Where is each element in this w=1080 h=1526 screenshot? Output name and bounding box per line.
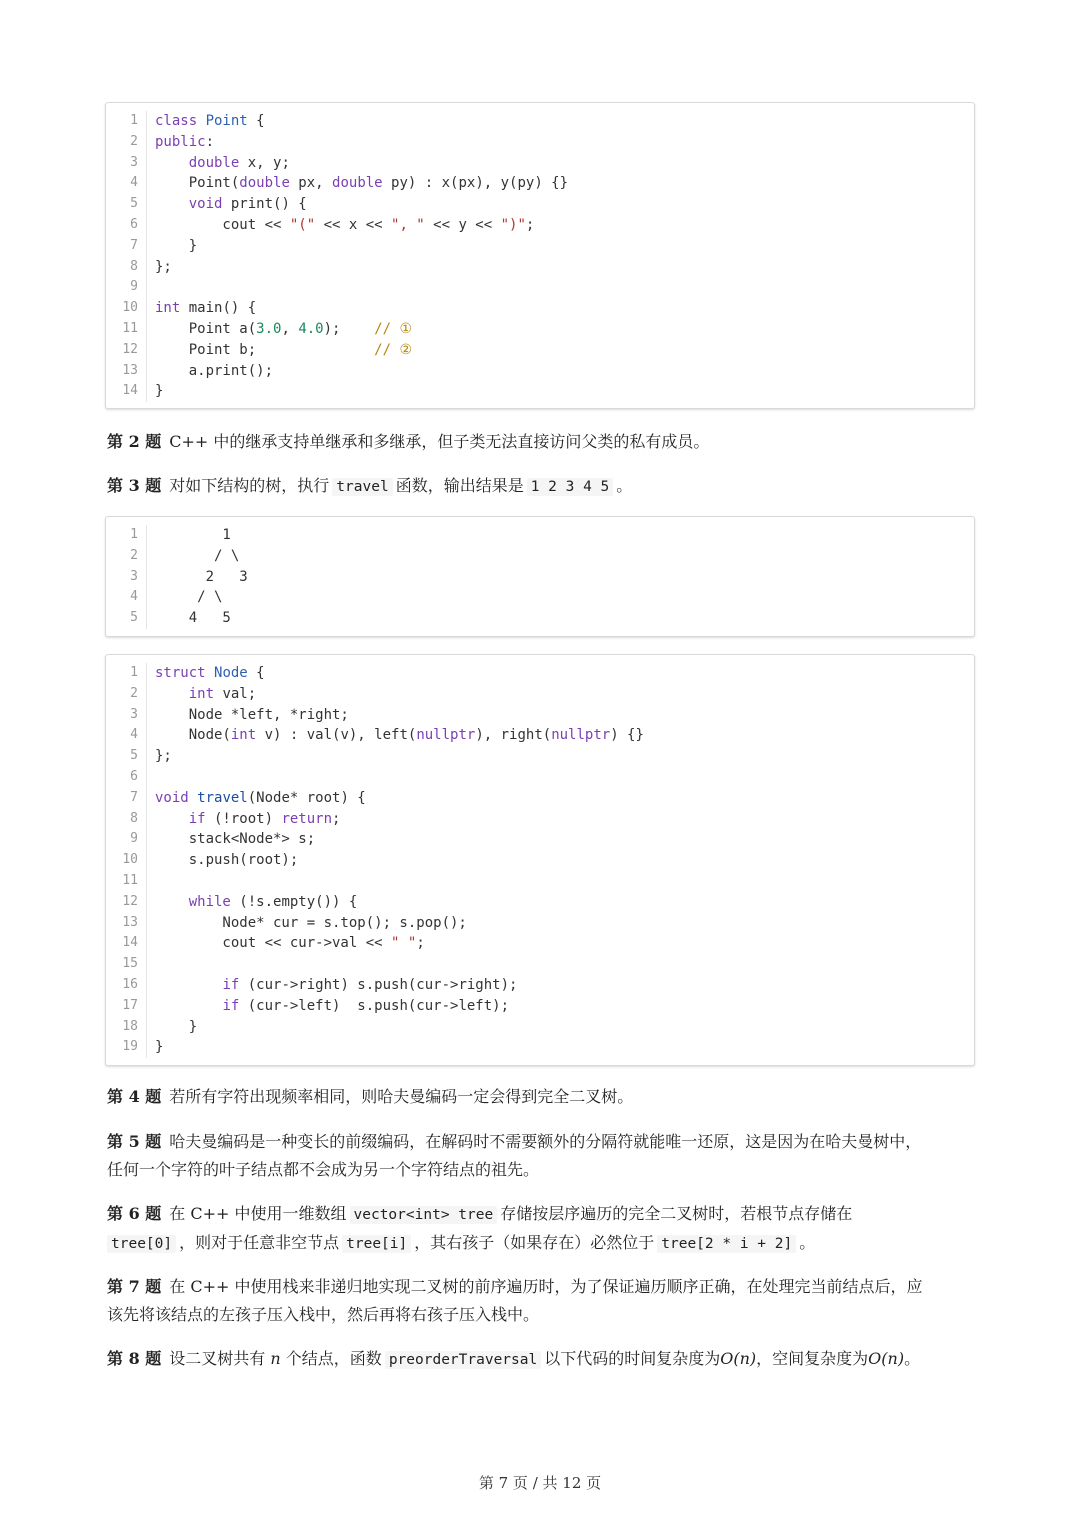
line-number: 7 [106, 236, 147, 257]
code-block-tree [105, 516, 975, 637]
line-number: 19 [106, 1037, 147, 1058]
math-space-complexity: O(n) [868, 1349, 905, 1368]
code-text: cout << "(" << x << ", " << y << ")"; [155, 216, 535, 233]
code-text [147, 954, 974, 975]
inline-code: travel [332, 478, 392, 496]
code-text: }; [155, 748, 172, 765]
inline-code: tree[0] [107, 1235, 176, 1253]
code-line [106, 567, 974, 588]
line-number: 1 [106, 663, 147, 684]
question-text: 在 C++ 中使用一维数组 [169, 1204, 347, 1223]
code-text: class Point { [155, 113, 265, 129]
code-line [106, 746, 974, 767]
line-number: 4 [106, 587, 147, 608]
line-number: 15 [106, 954, 147, 975]
question-text: 该先将该结点的左孩子压入栈中，然后再将右孩子压入栈中。 [107, 1305, 540, 1324]
code-text: int val; [188, 685, 257, 702]
inline-code: 1 2 3 4 5 [527, 478, 614, 496]
question-text: 函数，输出结果是 [395, 476, 524, 495]
line-number: 6 [106, 767, 147, 788]
code-line [106, 871, 974, 892]
line-number: 11 [106, 871, 147, 892]
line-number: 4 [106, 725, 147, 746]
code-line [106, 892, 974, 913]
code-text: Node* cur = s.top(); s.pop(); [155, 914, 467, 931]
code-line [106, 975, 974, 996]
code-text: void print() { [188, 196, 307, 213]
line-number: 12 [106, 340, 147, 361]
question-label: 第 7 题 [107, 1277, 162, 1296]
question-3 [107, 472, 967, 501]
question-text: 设二叉树共有 [169, 1349, 266, 1368]
line-number: 6 [106, 215, 147, 236]
question-text: 个结点，函数 [285, 1349, 382, 1368]
inline-code: tree[i] [342, 1235, 411, 1253]
code-text: / \ [155, 589, 223, 606]
code-line [106, 298, 974, 319]
code-line [106, 767, 974, 788]
question-text: 以下代码的时间复杂度为 [544, 1349, 721, 1368]
code-text: 2 3 [155, 568, 248, 585]
question-label: 第 8 题 [107, 1349, 162, 1368]
line-number: 3 [106, 153, 147, 174]
inline-code: preorderTraversal [385, 1351, 541, 1369]
code-text: } [155, 1018, 198, 1035]
line-number: 12 [106, 892, 147, 913]
question-text: 。 [616, 476, 633, 495]
line-number: 8 [106, 809, 147, 830]
code-line [106, 319, 974, 340]
code-text: }; [155, 258, 172, 275]
line-number: 2 [106, 546, 147, 567]
code-line [106, 236, 974, 257]
line-number: 8 [106, 257, 147, 278]
code-line [106, 587, 974, 608]
inline-code: tree[2 * i + 2] [657, 1235, 796, 1253]
code-line [106, 850, 974, 871]
code-line [106, 1037, 974, 1058]
code-text: Point(double px, double py) : x(px), y(py) {} [155, 175, 569, 192]
code-text: Point b; // ② [155, 341, 412, 358]
code-text: if (cur->right) s.push(cur->right); [222, 976, 518, 993]
code-block-point [105, 102, 975, 409]
line-number: 5 [106, 194, 147, 215]
code-line [106, 1017, 974, 1038]
inline-code: vector<int> tree [350, 1206, 498, 1224]
code-text: struct Node { [155, 665, 265, 681]
line-number: 13 [106, 913, 147, 934]
line-number: 10 [106, 850, 147, 871]
code-line [106, 705, 974, 726]
code-text: double x, y; [188, 154, 290, 171]
code-line [106, 913, 974, 934]
code-text: while (!s.empty()) { [188, 893, 358, 910]
code-line [106, 829, 974, 850]
code-text: void travel(Node* root) { [155, 789, 366, 806]
code-text: a.print(); [155, 362, 274, 379]
code-line [106, 257, 974, 278]
code-text: 4 5 [155, 610, 231, 627]
line-number: 9 [106, 829, 147, 850]
code-line [106, 340, 974, 361]
code-line [106, 381, 974, 402]
question-label: 第 6 题 [107, 1204, 162, 1223]
line-number: 18 [106, 1017, 147, 1038]
code-text: stack<Node*> s; [155, 831, 316, 848]
code-text: } [155, 1039, 164, 1056]
line-number: 13 [106, 361, 147, 382]
line-number: 2 [106, 684, 147, 705]
code-line [106, 684, 974, 705]
question-text: C++ 中的继承支持单继承和多继承，但子类无法直接访问父类的私有成员。 [169, 432, 710, 451]
question-6 [107, 1200, 967, 1258]
code-text: if (!root) return; [188, 810, 341, 827]
code-line [106, 277, 974, 298]
code-text: if (cur->left) s.push(cur->left); [222, 997, 510, 1014]
question-7 [107, 1273, 967, 1329]
question-text: ，其右孩子（如果存在）必然位于 [414, 1233, 655, 1252]
code-line [106, 215, 974, 236]
line-number: 10 [106, 298, 147, 319]
question-text: 在 C++ 中使用栈来非递归地实现二叉树的前序遍历时，为了保证遍历顺序正确，在处理完当前结点后，应 [169, 1277, 923, 1296]
question-label: 第 2 题 [107, 432, 162, 451]
code-line [106, 173, 974, 194]
code-text [147, 871, 974, 892]
question-text: 。 [904, 1349, 921, 1368]
question-text: ，则对于任意非空节点 [179, 1233, 340, 1252]
line-number: 14 [106, 381, 147, 402]
code-line [106, 525, 974, 546]
question-label: 第 4 题 [107, 1087, 162, 1106]
code-line [106, 608, 974, 629]
code-line [106, 153, 974, 174]
question-text: ，空间复杂度为 [756, 1349, 869, 1368]
code-text: public: [155, 133, 215, 150]
question-5 [107, 1128, 967, 1184]
code-text: Node *left, *right; [155, 706, 349, 723]
page-footer: 第 7 页 / 共 12 页 [478, 1474, 602, 1492]
code-line [106, 132, 974, 153]
question-8 [107, 1345, 967, 1374]
line-number: 1 [106, 111, 147, 132]
line-number: 7 [106, 788, 147, 809]
line-number: 4 [106, 173, 147, 194]
math-time-complexity: O(n) [720, 1349, 757, 1368]
code-text: Node(int v) : val(v), left(nullptr), right(nullptr) {} [155, 727, 644, 744]
question-4 [107, 1083, 967, 1111]
question-label: 第 5 题 [107, 1132, 162, 1151]
code-line [106, 954, 974, 975]
question-text: 任何一个字符的叶子结点都不会成为另一个字符结点的祖先。 [107, 1160, 540, 1179]
question-label: 第 3 题 [107, 476, 162, 495]
question-text: 哈夫曼编码是一种变长的前缀编码，在解码时不需要额外的分隔符就能唯一还原，这是因为在哈夫曼树中， [169, 1132, 922, 1151]
code-line [106, 111, 974, 132]
line-number: 5 [106, 608, 147, 629]
code-line [106, 725, 974, 746]
code-line [106, 546, 974, 567]
question-text: 若所有字符出现频率相同，则哈夫曼编码一定会得到完全二叉树。 [169, 1087, 634, 1106]
code-text: Point a(3.0, 4.0); // ① [155, 320, 413, 337]
line-number: 5 [106, 746, 147, 767]
code-line [106, 788, 974, 809]
question-text: 对如下结构的树，执行 [169, 476, 330, 495]
code-line [106, 809, 974, 830]
code-line [106, 361, 974, 382]
line-number: 16 [106, 975, 147, 996]
line-number: 9 [106, 277, 147, 298]
line-number: 2 [106, 132, 147, 153]
line-number: 17 [106, 996, 147, 1017]
code-text: int main() { [155, 300, 257, 317]
code-text [147, 277, 974, 298]
line-number: 3 [106, 567, 147, 588]
question-text: 。 [799, 1233, 816, 1252]
line-number: 1 [106, 525, 147, 546]
code-text: s.push(root); [155, 852, 299, 869]
line-number: 3 [106, 705, 147, 726]
code-text: 1 [155, 527, 231, 543]
code-text: cout << cur->val << " "; [155, 935, 425, 952]
code-text [147, 767, 974, 788]
code-line [106, 933, 974, 954]
math-n: n [270, 1349, 281, 1368]
question-2 [107, 428, 967, 456]
code-text: / \ [155, 547, 240, 564]
question-text: 存储按层序遍历的完全二叉树时，若根节点存储在 [500, 1204, 853, 1223]
code-text: } [155, 383, 164, 400]
code-line [106, 194, 974, 215]
line-number: 11 [106, 319, 147, 340]
code-line [106, 663, 974, 684]
code-text: } [155, 237, 198, 254]
code-block-travel [105, 654, 975, 1066]
line-number: 14 [106, 933, 147, 954]
code-line [106, 996, 974, 1017]
